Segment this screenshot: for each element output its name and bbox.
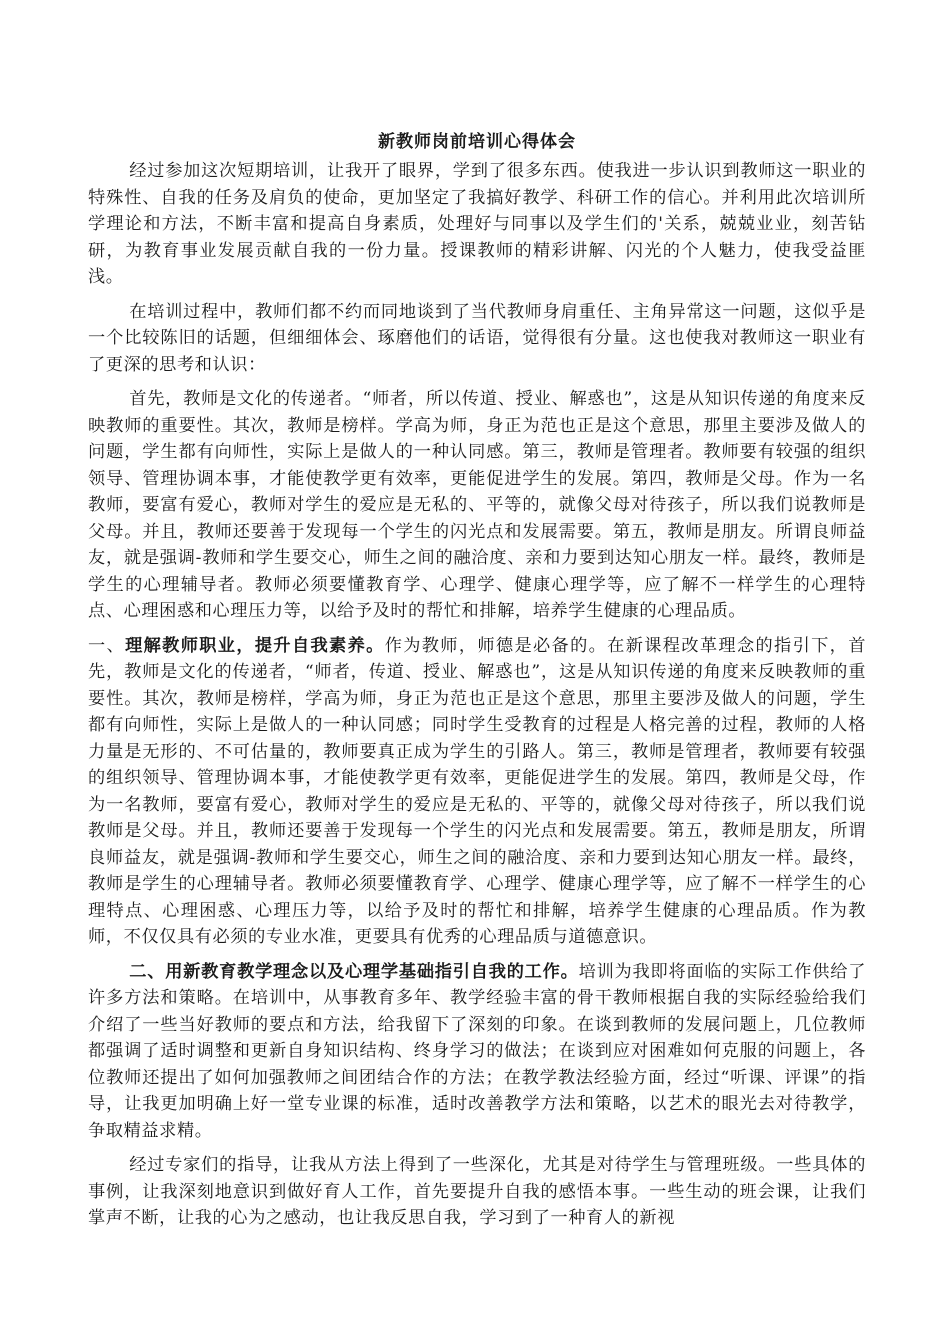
- paragraph-intro: 经过参加这次短期培训，让我开了眼界，学到了很多东西。使我进一步认识到教师这一职业的特殊性、自我的任务及肩负的使命，更加坚定了我搞好教学、科研工作的信心。并利用此次培训所学理论和方法，不断丰富和提高自身素质，处理好与同事以及学生们的'关系，兢兢业业，刻苦钻研，为教育事业发展贡献自我的一份力量。授课教师的精彩讲解、闪光的个人魅力，使我受益匪浅。: [88, 161, 866, 287]
- paragraph-expert-guidance: 经过专家们的指导，让我从方法上得到了一些深化，尤其是对待学生与管理班级。一些具体的事例，让我深刻地意识到做好育人工作，首先要提升自我的感悟本事。一些生动的班会课，让我们掌声不断，让我的心为之感动，也让我反思自我，学习到了一种育人的新视: [88, 1155, 866, 1228]
- section-one-prefix: 一、: [88, 635, 126, 656]
- document-page: [88, 130, 866, 1240]
- section-two-heading: 二、用新教育教学理念以及心理学基础指引自我的工作。: [129, 961, 579, 982]
- section-one: [88, 633, 866, 951]
- section-two-body: 培训为我即将面临的实际工作供给了许多方法和策略。在培训中，从事教育多年、教学经验丰富的骨干教师根据自我的实际经验给我们介绍了一些当好教师的要点和方法，给我留下了深刻的印象。在谈到教师的发展问题上，几位教师都强调了适时调整和更新自身知识结构、终身学习的做法；在谈到应对困难如何克服的问题上，各位教师还提出了如何加强教师之间团结合作的方法；在教学教法经验方面，经过“听课、评课”的指导，让我更加明确上好一堂专业课的标准，适时改善教学方法和策略，以艺术的眼光去对待教学，争取精益求精。: [88, 961, 866, 1141]
- section-one-body: 作为教师，师德是必备的。在新课程改革理念的指引下，首先，教师是文化的传递者，“师者，传道、授业、解惑也”，这是从知识传递的角度来反映教师的重要性。其次，教师是榜样，学高为师，身正为范也正是这个意思，那里主要涉及做人的问题，学生都有向师性，实际上是做人的一种认同感；同时学生受教育的过程是人格完善的过程，教师的人格力量是无形的、不可估量的，教师要真正成为学生的引路人。第三，教师是管理者，教师要有较强的组织领导、管理协调本事，才能使教学更有效率，更能促进学生的发展。第四，教师是父母，作为一名教师，要富有爱心，教师对学生的爱应是无私的、平等的，就像父母对待孩子，所以我们说教师是父母。并且，教师还要善于发现每一个学生的闪光点和发展需要。第五，教师是朋友，所谓良师益友，就是强调-教师和学生要交心，师生之间的融洽度、亲和力要到达知心朋友一样。最终，教师是学生的心理辅导者。教师必须要懂教育学、心理学、健康心理学等，应了解不一样学生的心理特点、心理困惑、心理压力等，以给予及时的帮忙和排解，培养学生健康的心理品质。作为教师，不仅仅具有必须的专业水准，更要具有优秀的心理品质与道德意识。: [88, 635, 867, 947]
- document-title: 新教师岗前培训心得体会: [378, 132, 576, 152]
- section-two: [88, 959, 866, 1145]
- paragraph-training-process: 在培训过程中，教师们都不约而同地谈到了当代教师身肩重任、主角异常这一问题，这似乎是一个比较陈旧的话题，但细细体会、琢磨他们的话语，觉得很有分量。这也使我对教师这一职业有了更深的思考和认识：: [88, 301, 866, 375]
- paragraph-teacher-roles: 首先，教师是文化的传递者。“师者，所以传道、授业、解惑也”，这是从知识传递的角度来反映教师的重要性。其次，教师是榜样。学高为师，身正为范也正是这个意思，那里主要涉及做人的问题，学生都有向师性，实际上是做人的一种认同感。第三，教师是管理者。教师要有较强的组织领导、管理协调本事，才能使教学更有效率，更能促进学生的发展。第四，教师是父母。作为一名教师，要富有爱心，教师对学生的爱应是无私的、平等的，就像父母对待孩子，所以我们说教师是父母。并且，教师还要善于发现每一个学生的闪光点和发展需要。第五，教师是朋友。所谓良师益友，就是强调-教师和学生要交心，师生之间的融洽度、亲和力要到达知心朋友一样。最终，教师是学生的心理辅导者。教师必须要懂教育学、心理学、健康心理学等，应了解不一样学生的心理特点、心理困惑和心理压力等，以给予及时的帮忙和排解，培养学生健康的心理品质。: [88, 389, 866, 621]
- section-one-heading: 理解教师职业，提升自我素养。: [125, 635, 385, 656]
